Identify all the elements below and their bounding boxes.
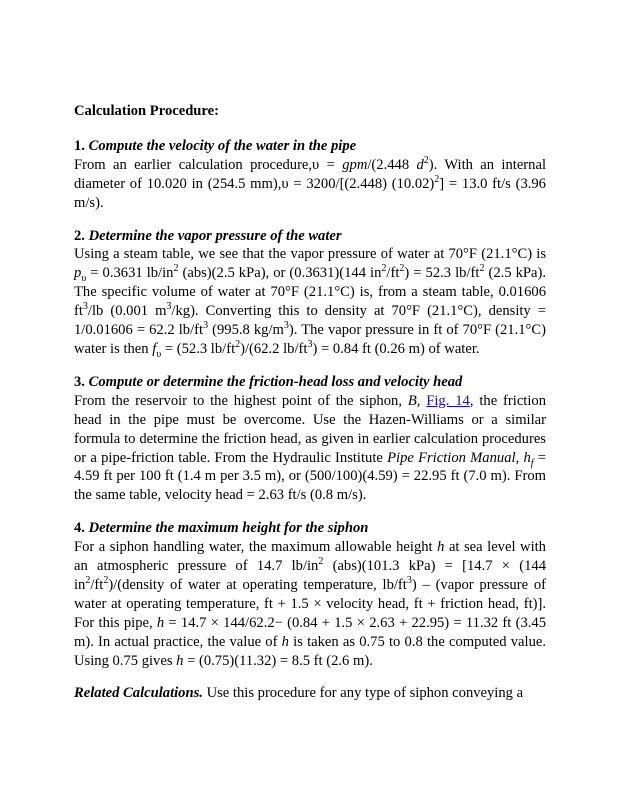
superscript: 2 [399, 263, 405, 275]
step-2-title-text: Determine the vapor pressure of the water [88, 227, 342, 244]
text-run: Use this procedure for any type of siphon conveying a [202, 685, 524, 702]
text-run: h [281, 633, 289, 650]
text-run: /(2.448 [367, 156, 417, 173]
text-run: )/(density of water at operating temperature, lb/ft [108, 576, 407, 593]
step-1-paragraph [74, 156, 546, 213]
step-2-number: 2. [74, 227, 85, 244]
text-run: Using a steam table, we see that the vapor pressure of water at 70°F (21.1°C) is [74, 246, 546, 263]
text-run: /kg). Converting this to density at 70°F (21.1°C), density = 1/0.01606 = 62.2 lb/ft [74, 303, 546, 339]
text-run: = 4.59 ft per 100 ft (1.4 m per 3.5 m), or (500/100)(4.59) = 22.95 ft (7.0 m). From the same table, velocity head = 2.63 ft/s (0.8 m/s). [74, 449, 546, 504]
text-run: = 14.7 × 144/62.2− (0.84 + 1.5 × 2.63 + 22.95) = 11.32 ft (3.45 m). In actual practice, the value of [74, 614, 546, 650]
related-calculations [74, 684, 546, 703]
text-run: h [523, 449, 531, 466]
text-run: = (0.75)(11.32) = 8.5 ft (2.6 m). [183, 652, 373, 669]
text-run: h [437, 539, 445, 556]
text-run: /ft [90, 576, 104, 593]
step-4-title [74, 519, 546, 538]
text-run: ] = 13.0 ft/s (3.96 m/s). [74, 175, 546, 211]
text-run: (abs)(2.5 kPa), or (0.3631)(144 in [178, 265, 382, 282]
text-run: = 0.3631 lb/in [86, 265, 174, 282]
superscript: 2 [423, 154, 429, 166]
superscript: 2 [235, 339, 241, 351]
related-calculations-lead: Related Calculations. [74, 685, 203, 702]
text-run: ). With an internal diameter of 10.020 in (254.5 mm),υ = 3200/[(2.448) (10.02) [74, 156, 546, 192]
step-3-title [74, 373, 546, 392]
step-4-paragraph [74, 538, 546, 670]
text-run: )/(62.2 lb/ft [240, 340, 308, 357]
superscript: 2 [103, 575, 109, 587]
text-run: From the reservoir to the highest point of the siphon, [74, 392, 408, 409]
superscript: 3 [166, 301, 172, 313]
text-run: , [515, 449, 524, 466]
text-run: ) – (vapor pressure of water at operating temperature, ft + 1.5 × velocity head, ft + friction head, ft)]. For this pipe, [74, 576, 547, 631]
text-run: Pipe Friction Manual [387, 449, 516, 466]
superscript: 3 [203, 320, 209, 332]
text-run: ) = 0.84 ft (0.26 m) of water. [312, 340, 480, 357]
text-run: is taken as 0.75 to 0.8 the computed value. Using 0.75 gives [74, 633, 546, 669]
text-run: For a siphon handling water, the maximum allowable height [74, 539, 438, 556]
text-run: h [156, 614, 165, 631]
step-1-title-text: Compute the velocity of the water in the pipe [88, 137, 357, 154]
text-run: ). The vapor pressure in ft of 70°F (21.1°C) water is then [74, 322, 546, 357]
subscript: υ [81, 273, 87, 285]
step-3-number: 3. [74, 373, 85, 390]
document-page [74, 102, 546, 703]
step-3-title-text: Compute or determine the friction-head loss and velocity head [88, 373, 463, 390]
superscript: 3 [307, 339, 313, 351]
superscript: 2 [434, 173, 440, 185]
subscript: υ [156, 348, 162, 360]
step-2-paragraph [74, 245, 546, 358]
step-4-number: 4. [74, 520, 85, 537]
step-2 [74, 227, 546, 359]
step-3-paragraph [74, 392, 546, 505]
text-run: = (52.3 lb/ft [161, 340, 236, 357]
superscript: 3 [82, 301, 88, 313]
step-2-title [74, 227, 546, 246]
superscript: 2 [381, 263, 387, 275]
step-1-title [74, 137, 546, 156]
step-4 [74, 519, 546, 670]
figure-14-link[interactable]: Fig. 14 [426, 392, 470, 409]
superscript: 2 [85, 575, 91, 587]
superscript: 2 [318, 556, 324, 568]
text-run: f [152, 340, 157, 357]
text-run: /ft [386, 265, 400, 282]
text-run: (2.5 kPa). The specific volume of water at 70°F (21.1°C) is, from a steam table, 0.01606 ft [74, 265, 546, 320]
text-run: , [416, 392, 427, 409]
text-run: /lb (0.001 m [87, 303, 167, 320]
text-run: (abs)(101.3 kPa) = [14.7 × (144 in [74, 558, 546, 593]
text-run: B [407, 392, 417, 409]
superscript: 2 [479, 263, 485, 275]
superscript: 3 [283, 320, 289, 332]
superscript: 2 [173, 263, 179, 275]
text-run: gpm [342, 156, 368, 173]
step-4-title-text: Determine the maximum height for the siphon [88, 520, 369, 537]
text-run: , the friction head in the pipe must be overcome. Use the Hazen-Williams or a similar formula to determine the friction head, as given in earlier calculation procedures or a pipe-friction table. From the Hydraulic Institute [74, 392, 546, 466]
step-3 [74, 373, 546, 505]
subscript: f [530, 457, 534, 469]
text-run: p [74, 265, 82, 282]
text-run: From an earlier calculation procedure,υ = [74, 156, 343, 173]
section-heading: Calculation Procedure: [74, 103, 219, 119]
text-run: (995.8 kg/m [208, 322, 284, 339]
text-run: at sea level with an atmospheric pressure of 14.7 lb/in [74, 539, 546, 575]
text-run: ) = 52.3 lb/ft [404, 265, 480, 282]
step-1 [74, 137, 546, 213]
superscript: 3 [406, 575, 412, 587]
step-1-number: 1. [74, 137, 85, 154]
text-run: h [176, 652, 184, 669]
text-run: d [416, 156, 424, 173]
